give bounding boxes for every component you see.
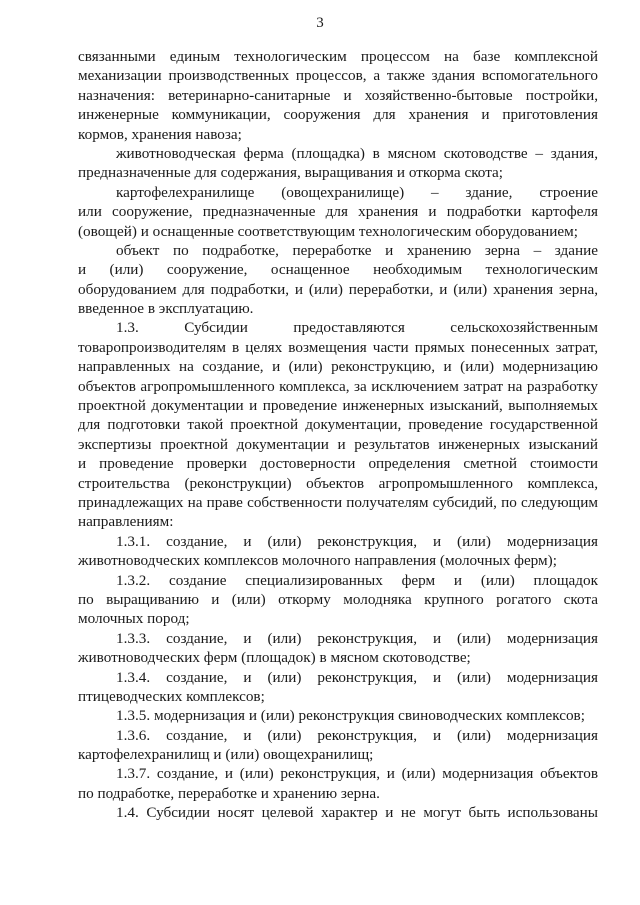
text-line: 1.3.3. создание, и (или) реконструкция, и (или) модернизация	[116, 629, 598, 647]
paragraph	[78, 144, 598, 183]
text-line: картофелехранилищ и (или) овощехранилищ;	[78, 746, 374, 764]
text-line: направлениям:	[78, 513, 174, 531]
text-line: или сооружение, предназначенные для хранения и подработки картофеля	[78, 203, 598, 221]
text-line: для подготовки такой проектной документации, проведение государственной	[78, 416, 598, 434]
text-line: объект по подработке, переработке и хранению зерна – здание	[116, 241, 598, 259]
paragraph	[78, 726, 598, 765]
text-line: 1.3.4. создание, и (или) реконструкция, и (или) модернизация	[116, 668, 598, 686]
text-line: кормов, хранения навоза;	[78, 125, 242, 143]
text-line: 1.3. Субсидии предоставляются сельскохозяйственным	[116, 319, 598, 337]
text-line: товаропроизводителям в целях возмещения части прямых понесенных затрат,	[78, 338, 598, 356]
text-line: введенное в эксплуатацию.	[78, 300, 254, 318]
text-line: животноводческая ферма (площадка) в мясном скотоводстве – здания,	[116, 144, 598, 162]
text-line: механизации производственных процессов, а также здания вспомогательного	[78, 67, 598, 85]
text-line: картофелехранилище (овощехранилище) – здание, строение	[116, 183, 598, 201]
text-line: птицеводческих комплексов;	[78, 687, 265, 705]
text-line: строительства (реконструкции) объектов агропромышленного комплекса,	[78, 474, 598, 492]
text-line: объектов агропромышленного комплекса, за исключением затрат на разработку	[78, 377, 598, 395]
paragraph	[78, 629, 598, 668]
text-line: по подработке, переработке и хранению зерна.	[78, 784, 380, 802]
text-line: 1.3.1. создание, и (или) реконструкция, и (или) модернизация	[116, 532, 598, 550]
text-line: и проведение проверки достоверности определения сметной стоимости	[78, 455, 598, 473]
paragraph	[78, 318, 598, 531]
paragraph	[78, 47, 598, 144]
text-line: 1.3.6. создание, и (или) реконструкция, и (или) модернизация	[116, 726, 598, 744]
page-number: 3	[316, 15, 324, 31]
paragraph	[78, 803, 598, 822]
text-line: предназначенные для содержания, выращивания и откорма скота;	[78, 164, 503, 182]
text-line: 1.3.5. модернизация и (или) реконструкция свиноводческих комплексов;	[116, 707, 585, 725]
text-line: 1.3.2. создание специализированных ферм и (или) площадок	[116, 571, 598, 589]
text-line: по выращиванию и (или) откорму молодняка крупного рогатого скота	[78, 590, 598, 608]
paragraph	[78, 764, 598, 803]
text-line: 1.4. Субсидии носят целевой характер и не могут быть использованы	[116, 804, 598, 822]
paragraph	[78, 668, 598, 707]
paragraph	[78, 532, 598, 571]
paragraph	[78, 183, 598, 241]
text-line: назначения: ветеринарно-санитарные и хозяйственно-бытовые постройки,	[78, 86, 598, 104]
text-line: (овощей) и оснащенные соответствующим технологическим оборудованием;	[78, 222, 578, 240]
text-line: экспертизы проектной документации и результатов инженерных изысканий	[78, 435, 598, 453]
text-line: оборудованием для подработки, и (или) переработки, и (или) хранения зерна,	[78, 280, 598, 298]
text-line: инженерные коммуникации, сооружения для хранения и приготовления	[78, 106, 598, 124]
paragraph	[78, 571, 598, 629]
paragraph	[78, 706, 598, 725]
text-line: связанными единым технологическим процессом на базе комплексной	[78, 48, 598, 65]
document-body	[78, 47, 598, 823]
text-line: 1.3.7. создание, и (или) реконструкция, и (или) модернизация объектов	[116, 765, 598, 783]
text-line: животноводческих комплексов молочного направления (молочных ферм);	[78, 552, 557, 570]
text-line: молочных пород;	[78, 610, 190, 628]
text-line: принадлежащих на праве собственности получателям субсидий, по следующим	[78, 493, 598, 511]
text-line: и (или) сооружение, оснащенное необходимым технологическим	[78, 261, 598, 279]
text-line: направленных на создание, и (или) реконструкцию, и (или) модернизацию	[78, 358, 598, 376]
paragraph	[78, 241, 598, 319]
text-line: животноводческих ферм (площадок) в мясном скотоводстве;	[78, 649, 471, 667]
text-line: проектной документации и проведение инженерных изысканий, выполняемых	[78, 397, 598, 415]
